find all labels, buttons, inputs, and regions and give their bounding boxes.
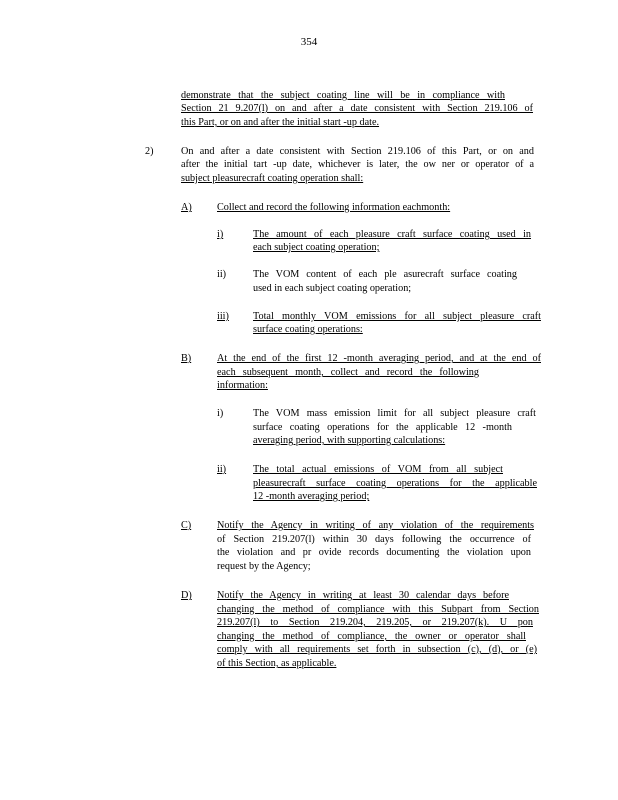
subsection-b-label: B) (181, 353, 192, 364)
subsection-d-line: Notify the Agency in writing at least 30 calendar days before (217, 590, 509, 601)
b-ii-line: 12 -month averaging period; (253, 491, 370, 502)
subsection-d-line: 219.207(l) to Section 219.204, 219.205, or 219.207(k). U pon (217, 617, 533, 628)
subsection-d-line: of this Section, as applicable. (217, 658, 337, 669)
intro-line: Section 21 9.207(l) on and after a date consistent with Section 219.106 of (181, 103, 533, 114)
b-i-line: surface coating operations for the applicable 12 -month (253, 422, 512, 433)
subsection-c-line: of Section 219.207(l) within 30 days following the occurrence of (217, 534, 531, 545)
a-i-line: each subject coating operation; (253, 242, 380, 253)
subsection-c-label: C) (181, 520, 192, 531)
a-iii-line: surface coating operations: (253, 324, 363, 335)
b-i-line: averaging period, with supporting calculations: (253, 435, 446, 446)
b-i-label: i) (217, 408, 224, 419)
b-i-line: The VOM mass emission limit for all subject pleasure craft (253, 408, 536, 419)
subsection-d-line: changing the method of compliance, the owner or operator shall (217, 631, 526, 642)
a-ii-line: used in each subject coating operation; (253, 283, 412, 294)
item-2-line: subject pleasurecraft coating operation shall: (181, 173, 364, 184)
subsection-b-line: information: (217, 380, 268, 391)
b-ii-line: The total actual emissions of VOM from all subject (253, 464, 503, 475)
a-i-label: i) (217, 229, 224, 240)
a-iii-line: Total monthly VOM emissions for all subject pleasure craft (253, 311, 541, 322)
subsection-c-line: Notify the Agency in writing of any violation of the requirements (217, 520, 534, 531)
a-i-line: The amount of each pleasure craft surface coating used in (253, 229, 531, 240)
subsection-d-line: changing the method of compliance with this Subpart from Section (217, 604, 539, 615)
item-2-line: after the initial tart -up date, whichever is later, the ow ner or operator of a (181, 159, 534, 170)
subsection-b-line: At the end of the first 12 -month averaging period, and at the end of (217, 353, 541, 364)
a-iii-label: iii) (217, 311, 229, 322)
subsection-c-line: request by the Agency; (217, 561, 311, 572)
subsection-a-label: A) (181, 202, 192, 213)
subsection-a-line: Collect and record the following information eachmonth: (217, 202, 451, 213)
page-number: 354 (300, 36, 318, 48)
item-2-line: On and after a date consistent with Section 219.106 of this Part, or on and (181, 146, 534, 157)
subsection-d-line: comply with all requirements set forth in subsection (c), (d), or (e) (217, 644, 537, 655)
subsection-d-label: D) (181, 590, 192, 601)
a-ii-line: The VOM content of each ple asurecraft surface coating (253, 269, 517, 280)
intro-line: demonstrate that the subject coating line will be in compliance with (181, 90, 505, 101)
item-2-number: 2) (145, 146, 154, 157)
subsection-c-line: the violation and pr ovide records documenting the violation upon (217, 547, 531, 558)
intro-line: this Part, or on and after the initial start -up date. (181, 117, 380, 128)
b-ii-line: pleasurecraft surface coating operations for the applicable (253, 478, 537, 489)
subsection-b-line: each subsequent month, collect and record the following (217, 367, 479, 378)
a-ii-label: ii) (217, 269, 227, 280)
b-ii-label: ii) (217, 464, 227, 475)
